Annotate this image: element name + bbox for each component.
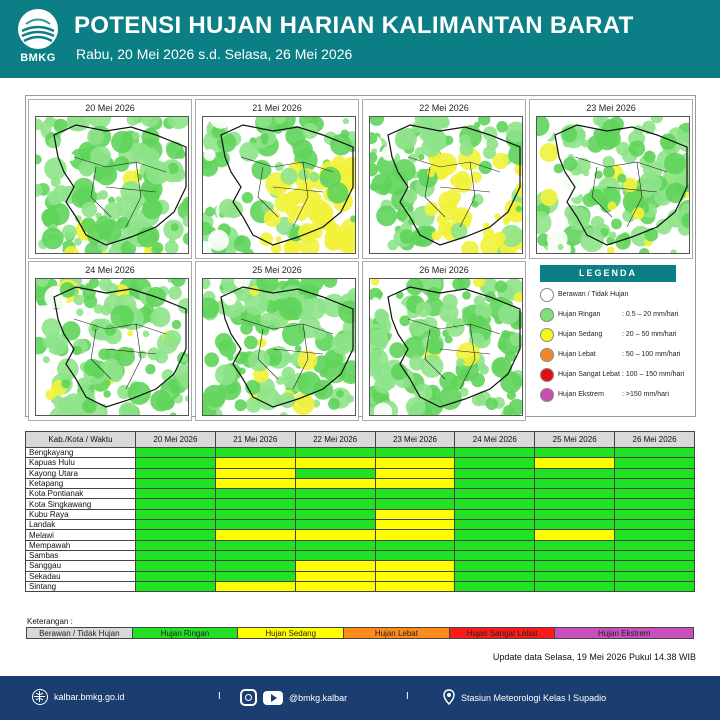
legend-swatch xyxy=(540,328,554,342)
keterangan-item: Hujan Sedang xyxy=(238,628,344,638)
forecast-cell-ringan xyxy=(535,448,615,458)
bmkg-logo xyxy=(14,9,62,71)
forecast-cell-ringan xyxy=(615,581,695,591)
forecast-cell-ringan xyxy=(455,530,535,540)
table-row xyxy=(26,499,695,509)
forecast-cell-ringan xyxy=(535,489,615,499)
table-row xyxy=(26,581,695,591)
globe-icon xyxy=(32,689,48,705)
legend xyxy=(532,262,690,412)
map-date-label: 20 Mei 2026 xyxy=(85,103,135,113)
forecast-cell-ringan xyxy=(535,499,615,509)
location-pin-icon xyxy=(443,689,455,707)
forecast-cell-sedang xyxy=(535,458,615,468)
region-name: Melawi xyxy=(26,530,136,540)
legend-label: Hujan Ringan xyxy=(558,311,601,318)
forecast-cell-sedang xyxy=(295,581,375,591)
bmkg-logo-icon xyxy=(18,9,58,49)
maps-grid xyxy=(25,95,696,417)
forecast-cell-ringan xyxy=(535,540,615,550)
forecast-cell-ringan xyxy=(375,540,455,550)
rainfall-map xyxy=(369,278,523,416)
map-panel xyxy=(529,99,693,259)
region-name: Kubu Raya xyxy=(26,509,136,519)
map-panel xyxy=(28,99,192,259)
forecast-table xyxy=(25,431,695,592)
legend-swatch xyxy=(540,348,554,362)
forecast-cell-sedang xyxy=(295,561,375,571)
forecast-cell-ringan xyxy=(136,571,216,581)
forecast-cell-ringan xyxy=(455,581,535,591)
forecast-cell-ringan xyxy=(215,509,295,519)
legend-range: : 0.5 – 20 mm/hari xyxy=(622,311,679,318)
forecast-cell-ringan xyxy=(136,468,216,478)
forecast-cell-ringan xyxy=(136,509,216,519)
legend-swatch xyxy=(540,368,554,382)
forecast-cell-ringan xyxy=(455,540,535,550)
forecast-cell-ringan xyxy=(615,550,695,560)
legend-label: Hujan Sedang xyxy=(558,331,603,338)
table-row xyxy=(26,458,695,468)
forecast-cell-sedang xyxy=(375,458,455,468)
forecast-cell-ringan xyxy=(215,499,295,509)
keterangan-item: Hujan Ekstrem xyxy=(555,628,693,638)
forecast-cell-ringan xyxy=(136,540,216,550)
forecast-cell-ringan xyxy=(615,509,695,519)
footer-social[interactable] xyxy=(240,689,347,706)
forecast-cell-ringan xyxy=(215,561,295,571)
forecast-cell-ringan xyxy=(535,509,615,519)
instagram-icon xyxy=(240,689,257,706)
legend-swatch xyxy=(540,308,554,322)
forecast-cell-ringan xyxy=(375,448,455,458)
table-header-row xyxy=(26,432,695,448)
forecast-cell-sedang xyxy=(375,509,455,519)
forecast-cell-ringan xyxy=(215,489,295,499)
table-row xyxy=(26,550,695,560)
forecast-cell-ringan xyxy=(375,489,455,499)
forecast-cell-ringan xyxy=(136,458,216,468)
map-date-label: 24 Mei 2026 xyxy=(85,265,135,275)
rainfall-map xyxy=(536,116,690,254)
map-date-label: 23 Mei 2026 xyxy=(586,103,636,113)
forecast-cell-ringan xyxy=(295,540,375,550)
forecast-cell-ringan xyxy=(615,571,695,581)
forecast-cell-ringan xyxy=(455,520,535,530)
forecast-cell-ringan xyxy=(535,468,615,478)
forecast-cell-ringan xyxy=(455,509,535,519)
forecast-cell-ringan xyxy=(136,550,216,560)
rainfall-map xyxy=(202,116,356,254)
forecast-cell-ringan xyxy=(136,499,216,509)
table-row xyxy=(26,489,695,499)
forecast-cell-ringan xyxy=(455,489,535,499)
forecast-cell-ringan xyxy=(535,520,615,530)
legend-label: Hujan Lebat xyxy=(558,351,596,358)
table-header-date: 25 Mei 2026 xyxy=(535,432,615,448)
forecast-cell-sedang xyxy=(535,530,615,540)
table-header-date: 23 Mei 2026 xyxy=(375,432,455,448)
region-name: Kota Singkawang xyxy=(26,499,136,509)
forecast-cell-sedang xyxy=(295,530,375,540)
region-name: Kapuas Hulu xyxy=(26,458,136,468)
station-name: Stasiun Meteorologi Kelas I Supadio xyxy=(461,693,607,703)
table-header-date: 24 Mei 2026 xyxy=(455,432,535,448)
update-text: Update data Selasa, 19 Mei 2026 Pukul 14.38 WIB xyxy=(492,652,696,662)
forecast-cell-ringan xyxy=(136,581,216,591)
legend-range: : 100 – 150 mm/hari xyxy=(622,371,685,378)
forecast-cell-ringan xyxy=(615,468,695,478)
forecast-cell-ringan xyxy=(136,489,216,499)
table-header-region: Kab./Kota / Waktu xyxy=(26,432,136,448)
logo-text: BMKG xyxy=(20,52,56,64)
forecast-cell-sedang xyxy=(215,478,295,488)
forecast-cell-ringan xyxy=(615,520,695,530)
forecast-cell-ringan xyxy=(295,489,375,499)
legend-range: : >150 mm/hari xyxy=(622,391,669,398)
keterangan-item: Hujan Ringan xyxy=(133,628,239,638)
forecast-cell-ringan xyxy=(295,550,375,560)
forecast-cell-sedang xyxy=(375,530,455,540)
forecast-cell-ringan xyxy=(455,561,535,571)
forecast-cell-ringan xyxy=(215,550,295,560)
forecast-cell-ringan xyxy=(615,458,695,468)
page-title: POTENSI HUJAN HARIAN KALIMANTAN BARAT xyxy=(74,12,634,39)
map-date-label: 25 Mei 2026 xyxy=(252,265,302,275)
forecast-cell-ringan xyxy=(535,561,615,571)
forecast-cell-ringan xyxy=(375,499,455,509)
table-row xyxy=(26,520,695,530)
region-name: Sanggau xyxy=(26,561,136,571)
table-header-date: 21 Mei 2026 xyxy=(215,432,295,448)
forecast-cell-ringan xyxy=(615,561,695,571)
forecast-cell-ringan xyxy=(455,550,535,560)
footer-separator: I xyxy=(218,691,221,702)
legend-range: : 20 – 50 mm/hari xyxy=(622,331,677,338)
forecast-cell-ringan xyxy=(455,499,535,509)
header-bar xyxy=(0,0,720,78)
footer-station xyxy=(443,689,606,707)
legend-label: Hujan Sangat Lebat xyxy=(558,371,620,378)
keterangan-item: Hujan Lebat xyxy=(344,628,450,638)
forecast-cell-sedang xyxy=(375,581,455,591)
forecast-cell-sedang xyxy=(295,478,375,488)
youtube-icon xyxy=(263,691,283,705)
keterangan-label: Keterangan : xyxy=(27,617,73,626)
forecast-cell-ringan xyxy=(136,530,216,540)
forecast-cell-sedang xyxy=(375,561,455,571)
legend-swatch xyxy=(540,288,554,302)
forecast-cell-ringan xyxy=(215,448,295,458)
footer-bar xyxy=(0,676,720,720)
table-row xyxy=(26,571,695,581)
forecast-cell-sedang xyxy=(375,571,455,581)
forecast-cell-sedang xyxy=(295,571,375,581)
region-name: Kota Pontianak xyxy=(26,489,136,499)
forecast-cell-ringan xyxy=(295,499,375,509)
map-panel xyxy=(195,99,359,259)
forecast-cell-ringan xyxy=(136,561,216,571)
forecast-cell-ringan xyxy=(535,478,615,488)
forecast-cell-ringan xyxy=(615,499,695,509)
forecast-cell-ringan xyxy=(295,509,375,519)
forecast-cell-sedang xyxy=(215,468,295,478)
forecast-cell-sedang xyxy=(215,530,295,540)
forecast-cell-ringan xyxy=(455,571,535,581)
table-row xyxy=(26,468,695,478)
forecast-cell-sedang xyxy=(375,468,455,478)
forecast-cell-sedang xyxy=(295,458,375,468)
map-panel xyxy=(362,99,526,259)
forecast-cell-ringan xyxy=(455,458,535,468)
map-date-label: 21 Mei 2026 xyxy=(252,103,302,113)
rainfall-map xyxy=(202,278,356,416)
map-panel xyxy=(28,261,192,421)
table-header-date: 22 Mei 2026 xyxy=(295,432,375,448)
forecast-cell-ringan xyxy=(535,550,615,560)
social-handle[interactable]: @bmkg.kalbar xyxy=(289,692,348,703)
region-name: Sambas xyxy=(26,550,136,560)
forecast-cell-ringan xyxy=(136,520,216,530)
map-date-label: 26 Mei 2026 xyxy=(419,265,469,275)
region-name: Landak xyxy=(26,520,136,530)
forecast-cell-ringan xyxy=(535,571,615,581)
rainfall-map xyxy=(35,278,189,416)
forecast-cell-ringan xyxy=(215,520,295,530)
forecast-cell-ringan xyxy=(455,448,535,458)
forecast-cell-ringan xyxy=(215,540,295,550)
table-row xyxy=(26,540,695,550)
forecast-cell-ringan xyxy=(375,550,455,560)
forecast-cell-sedang xyxy=(215,581,295,591)
region-name: Sekadau xyxy=(26,571,136,581)
keterangan-item: Berawan / Tidak Hujan xyxy=(27,628,133,638)
table-row xyxy=(26,478,695,488)
forecast-cell-ringan xyxy=(455,468,535,478)
legend-range: : 50 – 100 mm/hari xyxy=(622,351,681,358)
keterangan-row xyxy=(26,627,694,639)
legend-title: LEGENDA xyxy=(540,265,676,282)
table-row xyxy=(26,561,695,571)
table-row xyxy=(26,448,695,458)
forecast-cell-ringan xyxy=(535,581,615,591)
forecast-cell-ringan xyxy=(615,448,695,458)
forecast-cell-ringan xyxy=(615,478,695,488)
table-header-date: 20 Mei 2026 xyxy=(136,432,216,448)
forecast-cell-ringan xyxy=(295,468,375,478)
forecast-cell-sedang xyxy=(375,478,455,488)
rainfall-map xyxy=(369,116,523,254)
forecast-cell-sedang xyxy=(375,520,455,530)
region-name: Bengkayang xyxy=(26,448,136,458)
legend-swatch xyxy=(540,388,554,402)
map-date-label: 22 Mei 2026 xyxy=(419,103,469,113)
region-name: Kayong Utara xyxy=(26,468,136,478)
website-link[interactable]: kalbar.bmkg.go.id xyxy=(54,692,125,702)
legend-label: Berawan / Tidak Hujan xyxy=(558,291,629,298)
forecast-cell-sedang xyxy=(215,458,295,468)
table-row xyxy=(26,530,695,540)
footer-separator: I xyxy=(406,691,409,702)
page-subtitle: Rabu, 20 Mei 2026 s.d. Selasa, 26 Mei 2026 xyxy=(76,46,353,62)
map-panel xyxy=(362,261,526,421)
keterangan-item: Hujan Sangat Lebat xyxy=(450,628,556,638)
forecast-cell-ringan xyxy=(455,478,535,488)
forecast-cell-ringan xyxy=(615,530,695,540)
table-row xyxy=(26,509,695,519)
forecast-cell-ringan xyxy=(136,448,216,458)
forecast-cell-ringan xyxy=(136,478,216,488)
forecast-cell-ringan xyxy=(295,448,375,458)
forecast-cell-ringan xyxy=(615,540,695,550)
region-name: Mempawah xyxy=(26,540,136,550)
map-panel xyxy=(195,261,359,421)
forecast-cell-ringan xyxy=(615,489,695,499)
forecast-cell-ringan xyxy=(295,520,375,530)
forecast-cell-ringan xyxy=(215,571,295,581)
region-name: Sintang xyxy=(26,581,136,591)
rainfall-map xyxy=(35,116,189,254)
region-name: Ketapang xyxy=(26,478,136,488)
legend-label: Hujan Ekstrem xyxy=(558,391,604,398)
table-header-date: 26 Mei 2026 xyxy=(615,432,695,448)
footer-website[interactable] xyxy=(32,689,125,705)
